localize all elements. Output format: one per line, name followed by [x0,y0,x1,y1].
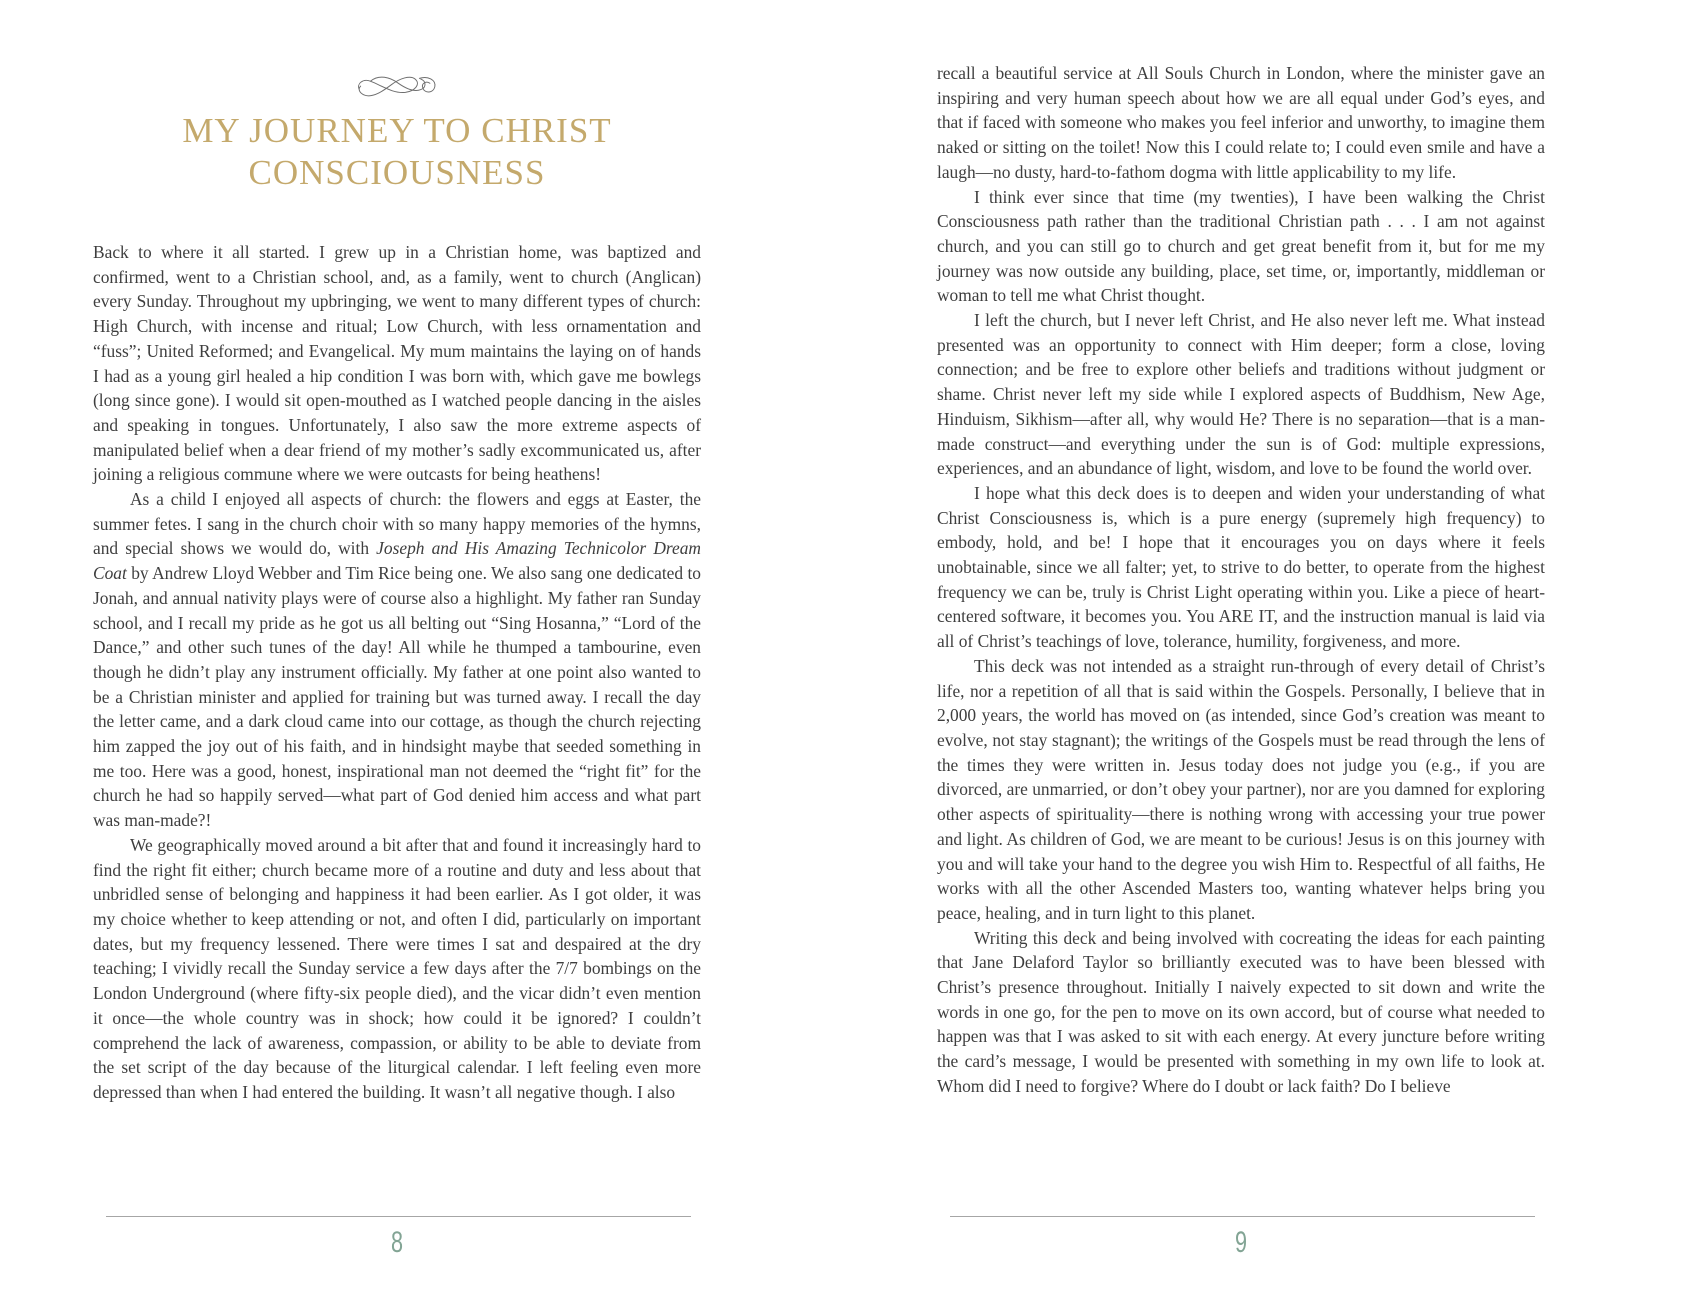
footer-rule-right [950,1216,1535,1217]
chapter-title-line1: MY JOURNEY TO CHRIST [182,111,612,150]
page-left [93,0,701,1294]
paragraph-text: As a child I enjoyed all aspects of church: the flowers and eggs at Easter, the summer fetes. I sang in the church choir with so many happy memories of the hymns, and special shows we would do, with [93,489,701,559]
paragraph-text: I left the church, but I never left Christ, and He also never left me. What instead presented was an opportunity to connect with Him deeper; form a close, loving connection; and be free to explore other beliefs and traditions without judgment or shame. Christ never left my side while I explored aspects of Buddhism, New Age, Hinduism, Sikhism—after all, why would He? There is no separation—that is a man-made construct—and everything under the sun is of God: multiple expressions, experiences, and an abundance of light, wisdom, and love to be found the world over. [937,310,1545,479]
paragraph [937,61,1545,185]
chapter-title [93,110,701,194]
page-left-body [93,240,701,1105]
paragraph [937,926,1545,1099]
paragraph-text: by Andrew Lloyd Webber and Tim Rice being one. We also sang one dedicated to Jonah, and annual nativity plays were of course also a highlight. My father ran Sunday school, and I recall my pride as he got us all belting out “Sing Hosanna,” “Lord of the Dance,” and other such tunes of the day! All while he thumped a tambourine, even though he didn’t play any instrument officially. My father at one point also wanted to be a Christian minister and applied for training but was turned away. I recall the day the letter came, and a dark cloud came into our cottage, as though the church rejecting him zapped the joy out of his faith, and in hindsight maybe that seeded something in me too. Here was a good, honest, inspirational man not deemed the “right fit” for the church he had so happily served—what part of God denied him access and what part was man-made?! [93,563,701,831]
paragraph [93,487,701,833]
page-number-left: 8 [390,1226,404,1259]
page-right [937,0,1545,1294]
paragraph-text: This deck was not intended as a straight run-through of every detail of Christ’s life, nor a repetition of all that is said within the Gospels. Personally, I believe that in 2,000 years, the world has moved on (as intended, since God’s creation was meant to evolve, not stay stagnant); the writings of the Gospels must be read through the lens of the times they were written in. Jesus today does not judge you (e.g., if you are divorced, are unmarried, or don’t obey your partner), nor are you damned for exploring other aspects of spirituality—there is nothing wrong with accessing your true power and light. As children of God, we are meant to be curious! Jesus is on this journey with you and will take your hand to the degree you wish Him to. Respectful of all faiths, He works with all the other Ascended Masters too, wanting whatever helps bring you peace, healing, and in turn light to this planet. [937,655,1545,923]
page-number-right: 9 [1234,1226,1248,1259]
footer-rule-left [106,1216,691,1217]
paragraph-text: We geographically moved around a bit after that and found it increasingly hard to find the right fit either; church became more of a routine and duty and less about that unbridled sense of belonging and happiness it had been earlier. As I got older, it was my choice whether to keep attending or not, and often I did, particularly on important dates, but my frequency lessened. There were times I sat and despaired at the dry teaching; I vividly recall the Sunday service a few days after the 7/7 bombings on the London Underground (where fifty-six people died), and the vicar didn’t even mention it once—the whole country was in shock; how could it be ignored? I couldn’t comprehend the lack of awareness, compassion, or ability to be able to deviate from the set script of the day because of the liturgical calendar. I left feeling even more depressed than when I had entered the building. It wasn’t all negative though. I also [93,834,701,1102]
paragraph [937,654,1545,926]
paragraph-text: recall a beautiful service at All Souls Church in London, where the minister gave an inspiring and very human speech about how we are all equal under God’s eyes, and that if faced with someone who makes you feel inferior and unworthy, to imagine them naked or sitting on the toilet! Now this I could relate to; I could even smile and have a laugh—no dusty, hard-to-fathom dogma with little applicability to my life. [937,63,1545,182]
paragraph [93,240,701,487]
paragraph-text: Writing this deck and being involved with cocreating the ideas for each painting that Jane Delaford Taylor so brilliantly executed was to have been blessed with Christ’s presence throughout. Initially I naively expected to sit down and write the words in one go, for the pen to move on its own accord, but of course what needed to happen was that I was asked to sit with each energy. At every juncture before writing the card’s message, I would be presented with something in my own life to look at. Whom did I need to forgive? Where do I doubt or lack faith? Do I believe [937,927,1545,1096]
paragraph-text: I think ever since that time (my twenties), I have been walking the Christ Consciousness path rather than the traditional Christian path . . . I am not against church, and you can still go to church and get great benefit from it, but for me my journey was now outside any building, place, set time, or, importantly, middleman or woman to tell me what Christ thought. [937,186,1545,306]
paragraph [937,185,1545,309]
page-right-body [937,61,1545,1099]
paragraph-text: I hope what this deck does is to deepen and widen your understanding of what Christ Consciousness is, which is a pure energy (supremely high frequency) to embody, hold, and be! I hope that it encourages you on days where it feels unobtainable, since we all falter; yet, to strive to do better, to operate from the highest frequency we can be, truly is Christ Light operating within you. Like a piece of heart-centered software, it becomes you. You ARE IT, and the instruction manual is laid via all of Christ’s teachings of love, tolerance, humility, forgiveness, and more. [937,482,1545,652]
paragraph [937,481,1545,654]
paragraph-text: Back to where it all started. I grew up in a Christian home, was baptized and confirmed, went to a Christian school, and, as a family, went to church (Anglican) every Sunday. Throughout my upbringing, we went to many different types of church: High Church, with incense and ritual; Low Church, with less ornamentation and “fuss”; United Reformed; and Evangelical. My mum maintains the laying on of hands I had as a young girl healed a hip condition I was born with, which gave me bowlegs (long since gone). I would sit open-mouthed as I watched people dancing in the aisles and speaking in tongues. Unfortunately, I also saw the more extreme aspects of manipulated belief when a dear friend of my mother’s sadly excommunicated us, after joining a religious commune where we were outcasts for being heathens! [93,242,701,485]
chapter-title-line2: CONSCIOUSNESS [248,153,546,192]
paragraph [937,308,1545,481]
calligraphic-flourish-icon [355,60,439,108]
paragraph-text-italic: Joseph and His Amazing Technicolor Dream Coat [93,538,701,584]
paragraph [93,833,701,1105]
